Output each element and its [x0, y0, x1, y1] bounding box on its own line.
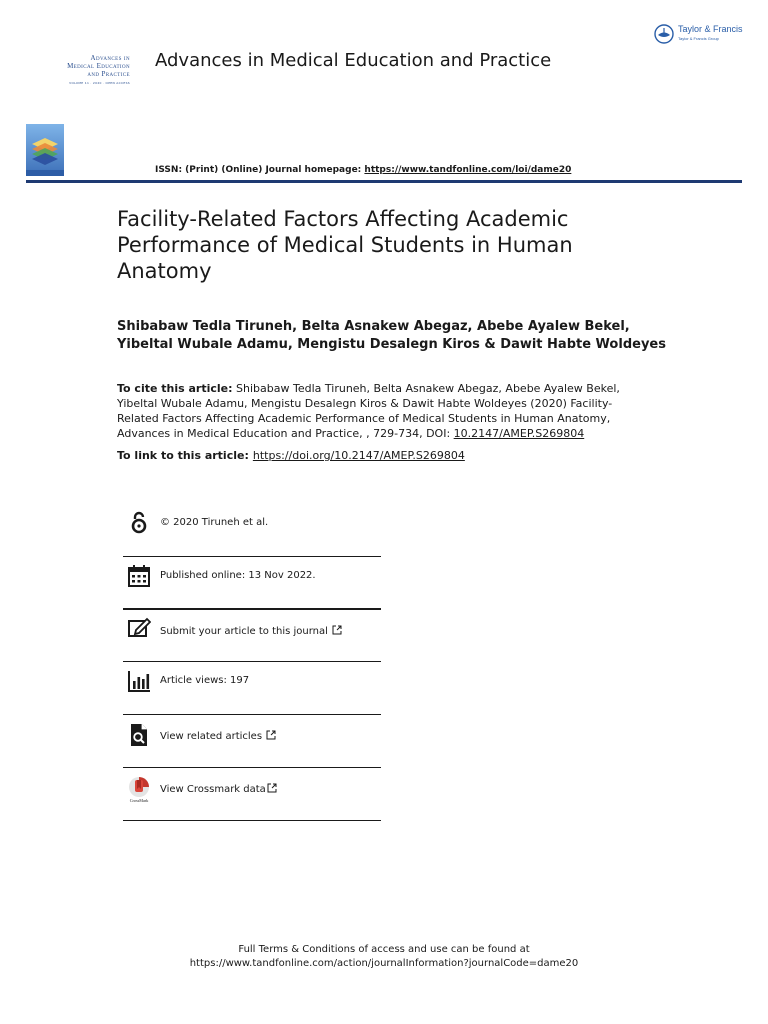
submit-article-link[interactable]: Submit your article to this journal: [160, 626, 328, 637]
article-views-row: [123, 662, 381, 714]
journal-logo-line3: and Practice: [87, 70, 130, 78]
article-link-label: To link to this article:: [117, 449, 249, 462]
copyright-text: © 2020 Tiruneh et al.: [160, 517, 269, 528]
journal-homepage-link[interactable]: https://www.tandfonline.com/loi/dame20: [364, 165, 572, 175]
calendar-icon: [127, 564, 151, 588]
citation-text: Shibabaw Tedla Tiruneh, Belta Asnakew Abegaz, Abebe Ayalew Bekel, Yibeltal Wubale Adamu, Mengistu Desalegn Kiros & Dawit Habte Woldeyes (2020) Facility-Related Factors Affecting Academic Performance of Medical Students in Human Anatomy, Advances in Medical Education and Practice, , 729-734, DOI:: [117, 382, 620, 440]
publisher-subtitle: Taylor & Francis Group: [678, 36, 719, 41]
published-row: [123, 557, 381, 609]
journal-logo: [40, 54, 130, 94]
crossmark-small-label: CrossMark: [129, 798, 149, 803]
citation-doi-link[interactable]: 10.2147/AMEP.S269804: [453, 427, 585, 440]
related-articles-row[interactable]: [123, 715, 381, 767]
document-search-icon: [127, 723, 151, 747]
footer-terms-text: Full Terms & Conditions of access and use can be found at: [238, 944, 530, 955]
issn-prefix: ISSN: (Print) (Online) Journal homepage:: [155, 165, 365, 175]
crossmark-row[interactable]: [123, 768, 381, 820]
bar-chart-icon: [127, 669, 151, 693]
footer: [0, 943, 768, 971]
article-views-count: Article views: 197: [160, 675, 250, 686]
info-divider: [123, 820, 381, 821]
header-divider: [26, 180, 742, 183]
citation-label: To cite this article:: [117, 382, 233, 395]
article-authors: Shibabaw Tedla Tiruneh, Belta Asnakew Abegaz, Abebe Ayalew Bekel, Yibeltal Wubale Adamu, Mengistu Desalegn Kiros & Dawit Habte Woldeyes: [117, 319, 666, 352]
journal-cover-image[interactable]: [26, 124, 64, 176]
external-link-icon: [267, 783, 277, 793]
related-articles-link[interactable]: View related articles: [160, 731, 263, 742]
external-link-icon: [332, 625, 342, 635]
open-access-icon: [127, 511, 151, 535]
external-link-icon: [266, 730, 276, 740]
journal-logo-line2: Medical Education: [67, 62, 130, 70]
crossmark-link[interactable]: View Crossmark data: [160, 784, 266, 795]
open-access-row: [123, 503, 381, 555]
taylor-francis-logo-icon: [654, 24, 674, 44]
journal-title: Advances in Medical Education and Practice: [155, 50, 552, 71]
article-title: Facility-Related Factors Affecting Academic Performance of Medical Students in Human Anatomy: [117, 207, 573, 283]
journal-logo-line1: Advances in: [90, 54, 130, 62]
published-date: Published online: 13 Nov 2022.: [160, 570, 316, 581]
article-doi-link[interactable]: https://doi.org/10.2147/AMEP.S269804: [252, 449, 465, 462]
edit-icon: [127, 616, 151, 640]
journal-logo-small: VOLUME 11 · 2020 · OPEN ACCESS: [69, 81, 130, 85]
citation-block: [117, 381, 637, 441]
footer-terms-link[interactable]: https://www.tandfonline.com/action/journalInformation?journalCode=dame20: [189, 958, 579, 969]
publisher-name: Taylor & Francis: [678, 24, 743, 34]
publisher-logo[interactable]: [654, 22, 754, 48]
crossmark-icon: [127, 776, 151, 804]
article-link-line: [117, 449, 465, 462]
issn-line: [155, 165, 571, 175]
submit-article-row[interactable]: [123, 610, 381, 662]
